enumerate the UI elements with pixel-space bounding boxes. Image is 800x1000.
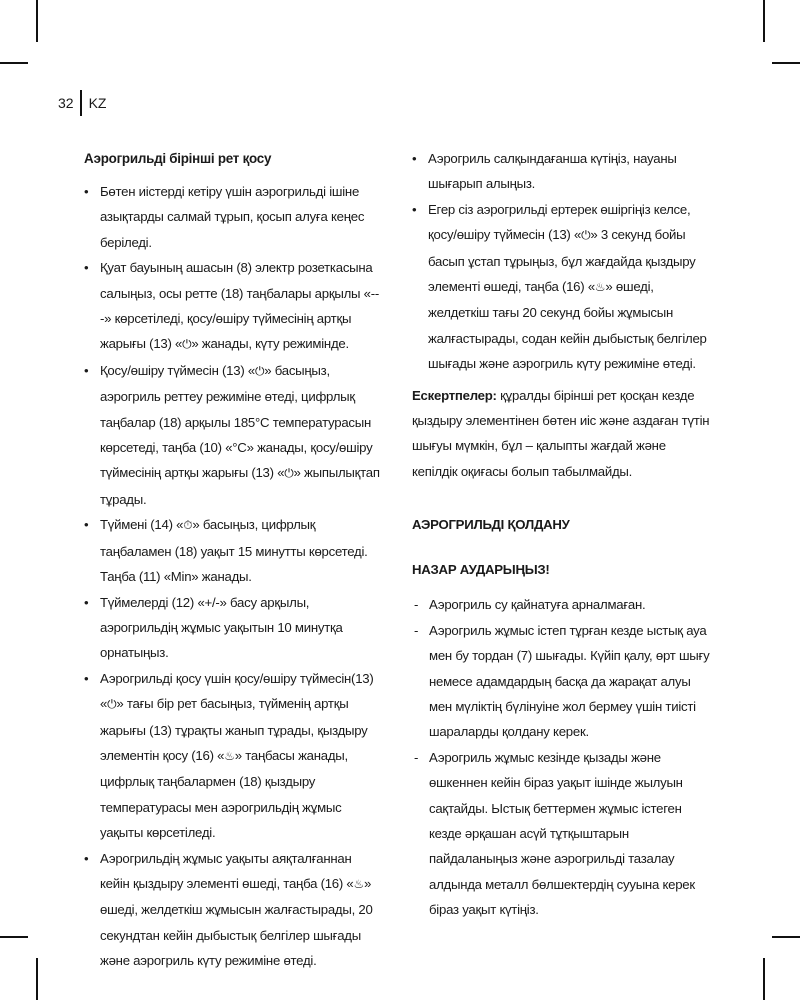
attention-title: НАЗАР АУДАРЫҢЫЗ! <box>412 562 550 578</box>
list-item: • Аэрогриль салқындағанша күтіңіз, науаны шығарып алыңыз. <box>412 146 712 197</box>
list-item: - Аэрогриль су қайнатуға арналмаған. <box>412 592 712 617</box>
crop-mark-right-bottom <box>772 936 800 938</box>
language-code: KZ <box>88 95 107 111</box>
list-item: • Аэрогрильді қосу үшін қосу/өшіру түймесін(13) «⏻» тағы бір рет басыңыз, түйменің артқы жарығы (13) тұрақты жанып тұрады, қыздыру элементін қосу (16) «♨» таңбасы жанады, цифрлық таңбалармен (18) қыздыру температурасы мен аэрогрильдің жұмыс уақыты көрсетіледі. <box>84 666 380 846</box>
list-item: • Түймелерді (12) «+/-» басу арқылы, аэрогрильдің жұмыс уақытын 10 минутқа орнатыңыз. <box>84 590 380 666</box>
section-title-usage: АЭРОГРИЛЬДІ ҚОЛДАНУ <box>412 517 570 533</box>
heating-element-icon: ♨ <box>224 748 235 763</box>
crop-mark-top-left <box>36 0 38 42</box>
page-header <box>58 90 106 116</box>
power-icon: ⏻ <box>107 697 117 712</box>
attention-list <box>412 592 712 922</box>
right-column <box>412 146 712 923</box>
heating-element-icon: ♨ <box>594 280 606 295</box>
crop-mark-bottom-left <box>36 958 38 1000</box>
crop-mark-bottom-right <box>763 958 765 1000</box>
power-icon: ⏻ <box>254 363 265 378</box>
list-item: • Қосу/өшіру түймесін (13) «⏻» басыңыз, аэрогриль реттеу режиміне өтеді, цифрлық таңбалар (18) арқылы 185°С температурасын көрсетеді, таңба (10) «°С» жанады, қосу/өшіру түймесінің артқы жарығы (13) «⏻» жыпылықтап тұрады. <box>84 358 380 512</box>
list-item: • Бөтен иістерді кетіру үшін аэрогрильді ішіне азықтарды салмай тұрып, қосып алуға кеңес беріледі. <box>84 179 380 255</box>
power-icon: ⏻ <box>284 466 294 481</box>
notes-paragraph: Ескертпелер: құралды бірінші рет қосқан кезде қыздыру элементінен бөтен иіс және аздаған түтін шығуы мүмкін, бұл – қалыпты жағдай және кепілдік оқиғасы болып табылмайды. <box>412 387 710 479</box>
heating-element-icon: ♨ <box>353 876 365 891</box>
power-icon: ⏻ <box>581 228 591 243</box>
first-use-list <box>84 179 380 974</box>
header-divider <box>80 90 82 116</box>
section-heading-first-use: Аэрогрильді бірінші рет қосу <box>84 151 272 166</box>
left-column <box>84 146 380 974</box>
list-item: • Түймені (14) «⏱» басыңыз, цифрлық таңбаламен (18) уақыт 15 минутты көрсетеді. Таңба (11) «Min» жанады. <box>84 512 380 589</box>
timer-icon: ⏱ <box>183 518 193 533</box>
list-item: - Аэрогриль жұмыс істеп тұрған кезде ыстық ауа мен бу тордан (7) шығады. Күйіп қалу, өрт шығу немесе адамдардың басқа да жарақат алуы мен мүліктің бүлінуіне жол бермеу үшін тиісті шараларды қолдану керек. <box>412 618 712 745</box>
continued-list <box>412 146 712 377</box>
page-number: 32 <box>58 95 74 111</box>
list-item: - Аэрогриль жұмыс кезінде қызады және өшкеннен кейін біраз уақыт ішінде жылуын сақтайды. Ыстық беттермен жұмыс істеген кезде әрқашан асүй тұтқыштарын пайдаланыңыз және аэрогрильді тазалау алдында металл бөлшектердің сууына керек біраз уақыт күтіңіз. <box>412 745 712 923</box>
crop-mark-left-bottom <box>0 936 28 938</box>
list-item: • Қуат бауының ашасын (8) электр розеткасына салыңыз, осы ретте (18) таңбалары арқылы «---» көрсетіледі, қосу/өшіру түймесінің артқы жарығы (13) «⏻» жанады, күту режимінде. <box>84 255 380 358</box>
crop-mark-right-top <box>772 62 800 64</box>
notes-label: Ескертпелер: <box>412 387 497 403</box>
list-item: • Аэрогрильдің жұмыс уақыты аяқталғаннан кейін қыздыру элементі өшеді, таңба (16) «♨» өшеді, желдеткіш жұмысын жалғастырады, 20 секундтан кейін дыбыстық белгілер шығады және аэрогриль күту режиміне өтеді. <box>84 846 380 974</box>
crop-mark-left-top <box>0 62 28 64</box>
list-item: • Егер сіз аэрогрильді ертерек өшіргіңіз келсе, қосу/өшіру түймесін (13) «⏻» 3 секунд бойы басып ұстап тұрыңыз, бұл жағдайда қыздыру элементі өшеді, таңба (16) «♨» өшеді, желдеткіш тағы 20 секунд бойы жұмысын жалғастырады, содан кейін дыбыстық белгілер шығады және аэрогриль күту режиміне өтеді. <box>412 197 712 377</box>
crop-mark-top-right <box>763 0 765 42</box>
power-icon: ⏻ <box>182 337 192 352</box>
